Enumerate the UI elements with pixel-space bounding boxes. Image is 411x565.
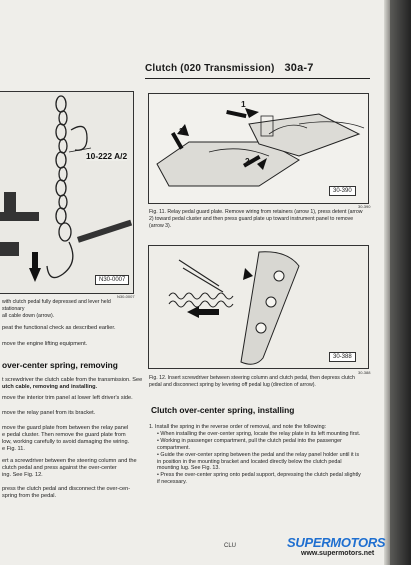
left-text-line: e pedal cluster. Then remove the guard plate from (2, 432, 126, 438)
left-text-line: press the clutch pedal and disconnect the over-cen- (2, 486, 131, 492)
left-text-line: peat the functional check as described earlier. (2, 325, 116, 331)
list-item: • Guide the over-center spring between the pedal and the relay panel holder until it is in position in the mounting bracket and located directly below the clutch pedal mounting lug. See Fig. 13. (157, 451, 360, 472)
list-item: • Press the over-center spring onto pedal support, depressing the clutch pedal slightly if necessary. (157, 472, 361, 486)
left-text-line: utch cable, removing and installing. (2, 384, 98, 390)
figure-id: 30-388 (329, 352, 356, 362)
figure-id: 30-390 (329, 186, 356, 196)
left-text-line: move the engine lifting equipment. (2, 341, 88, 347)
lifting-chain-illustration (0, 92, 133, 293)
callout-1: 1 (241, 99, 246, 109)
watermark-url: www.supermotors.net (301, 550, 375, 557)
left-text-line: move the relay panel from its bracket. (2, 410, 96, 416)
right-section-heading: Clutch over-center spring, installing (151, 405, 295, 415)
caption-line: all cable down (arrow). (2, 313, 55, 319)
left-text-line: e Fig. 11. (2, 446, 25, 452)
callout-2: 2 (245, 156, 250, 166)
step-1: 1. Install the spring in the reverse order of removal, and note the following: (149, 424, 327, 430)
page-footer: CLU (224, 543, 237, 549)
header-rule (145, 78, 370, 79)
installation-steps (149, 424, 364, 486)
page-header (145, 62, 314, 74)
tool-label: 10-222 A/2 (86, 151, 128, 161)
page-number: 30a-7 (284, 62, 314, 74)
left-text-line: t screwdriver the clutch cable from the transmission. See (2, 377, 143, 383)
figure-small-id: 30-390 (358, 204, 371, 209)
callout-3: 3 (179, 126, 184, 136)
left-text-line: move the interior trim panel at lower left driver's side. (2, 395, 133, 401)
figure-id: N30-0007 (95, 275, 129, 285)
left-section-heading: over-center spring, removing (2, 360, 118, 370)
left-text-line: spring from the pedal. (2, 493, 57, 499)
figure-11 (148, 93, 369, 204)
figure-small-id: N30-0007 (117, 294, 135, 299)
figure-12-caption: Fig. 12. Insert screwdriver between steering column and clutch pedal, then depress clutch pedal and disconnect spring by levering off pedal lug (direction of arrow). (149, 375, 355, 388)
pedal-spring-illustration (149, 246, 368, 368)
left-text-line: ing. See Fig. 12. (2, 472, 43, 478)
left-text-line: clutch pedal and press against the over-center (2, 465, 117, 471)
list-item: • When installing the over-center spring, locate the relay plate in its left mounting first. (157, 430, 361, 437)
caption-line: with clutch pedal fully depressed and lever held stationary (2, 299, 111, 312)
left-figure-caption (2, 299, 132, 320)
left-text-line: ert a screwdriver between the steering column and the (2, 458, 137, 464)
binding-shadow (390, 0, 411, 565)
figure-12 (148, 245, 369, 369)
list-item: • Working in passenger compartment, pull the clutch pedal into the passenger compartment. (157, 437, 342, 451)
left-text-line: low, working carefully to avoid damaging the wiring. (2, 439, 130, 445)
watermark-logo: SUPERMOTORS (287, 535, 386, 550)
figure-lifting-chain (0, 91, 134, 294)
figure-11-caption: Fig. 11. Relay pedal guard plate. Remove wiring from retainers (arrow 1), press detent (arrow 2) toward pedal cluster and then press guard plate up toward instrument panel to remove (arrow 3). (149, 209, 363, 229)
left-text-line: move the guard plate from between the relay panel (2, 425, 129, 431)
figure-small-id: 30-388 (358, 370, 371, 375)
section-title: Clutch (020 Transmission) (145, 63, 275, 74)
